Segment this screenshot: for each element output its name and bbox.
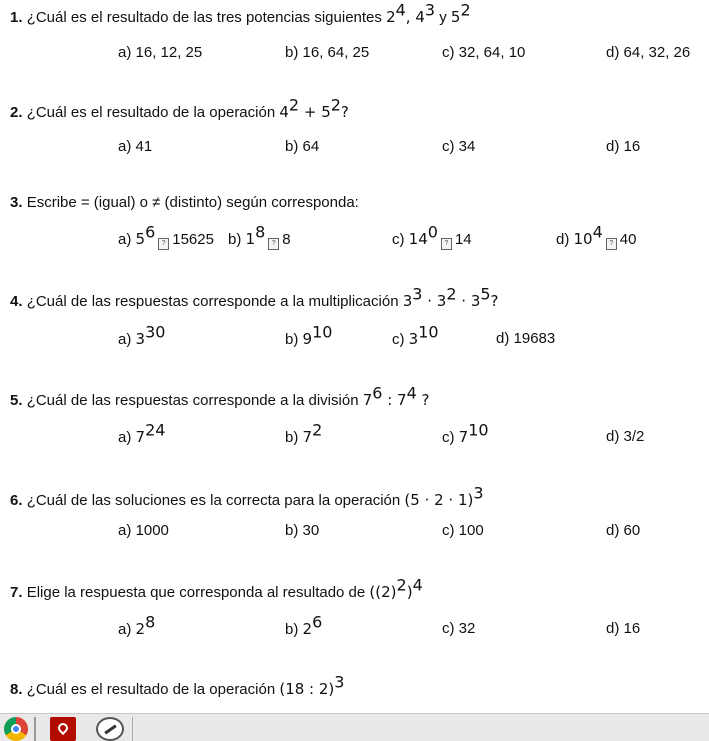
question-4: [10, 284, 499, 310]
option-c: c) 34: [442, 138, 476, 155]
option-b: b) $9^{10}$: [285, 322, 333, 348]
pdf-icon[interactable]: [50, 717, 76, 741]
question-number: 6.: [10, 492, 23, 509]
chrome-icon[interactable]: [4, 717, 28, 741]
question-7: [10, 575, 423, 601]
missing-glyph-icon: ?: [606, 238, 617, 250]
option-a: a) 1000: [118, 522, 169, 539]
question-math: $7^6$ : $7^4$ ?: [362, 383, 430, 409]
question-text: Elige la respuesta que corresponda al resultado de: [26, 584, 366, 601]
missing-glyph-icon: ?: [441, 238, 452, 250]
question-5: [10, 383, 430, 409]
option-c: c) 32, 64, 10: [442, 44, 526, 61]
taskbar-divider: [132, 717, 133, 741]
option-c: c) $14^0$? 14: [392, 222, 472, 248]
question-text: ¿Cuál de las soluciones es la correcta para la operación: [26, 492, 401, 509]
missing-glyph-icon: ?: [158, 238, 169, 250]
question-number: 1.: [10, 9, 23, 26]
pen-icon[interactable]: [96, 717, 124, 741]
option-a: a) $3^{30}$: [118, 322, 166, 348]
question-2: [10, 95, 349, 121]
question-text: ¿Cuál es el resultado de las tres potencias siguientes: [26, 9, 382, 26]
question-1: [10, 0, 471, 26]
question-math: $2^4$, $4^3$ y $5^2$: [386, 0, 471, 26]
option-d: d) 64, 32, 26: [606, 44, 691, 61]
option-c: c) $7^{10}$: [442, 420, 489, 446]
option-d: d) 16: [606, 620, 641, 637]
option-d: d) $10^4$? 40: [556, 222, 637, 248]
question-number: 2.: [10, 104, 23, 121]
question-text: ¿Cuál de las respuestas corresponde a la multiplicación: [26, 293, 399, 310]
option-d: d) 19683: [496, 330, 556, 347]
question-number: 5.: [10, 392, 23, 409]
question-math: $4^2 + 5^2$?: [279, 95, 349, 121]
question-text: ¿Cuál de las respuestas corresponde a la división: [26, 392, 359, 409]
question-math: $(5 \cdot 2 \cdot 1)^3$: [404, 483, 484, 509]
question-text: Escribe = (igual) o ≠ (distinto) según corresponda:: [26, 194, 359, 211]
question-math: $((2)^2)^4$: [369, 575, 423, 601]
question-number: 7.: [10, 584, 23, 601]
option-b: b) $7^2$: [285, 420, 323, 446]
option-a: a) $2^8$: [118, 612, 156, 638]
option-a: a) 16, 12, 25: [118, 44, 203, 61]
question-number: 3.: [10, 194, 23, 211]
question-3: [10, 194, 359, 211]
question-number: 4.: [10, 293, 23, 310]
option-c: c) 100: [442, 522, 484, 539]
question-math: $3^3 \cdot 3^2 \cdot 3^5$?: [402, 284, 499, 310]
taskbar: [0, 713, 709, 741]
option-b: b) 30: [285, 522, 320, 539]
question-number: 8.: [10, 681, 23, 698]
option-c: c) 32: [442, 620, 476, 637]
option-a: a) $7^{24}$: [118, 420, 166, 446]
option-b: b) 16, 64, 25: [285, 44, 370, 61]
taskbar-divider: [34, 717, 36, 741]
question-6: [10, 483, 484, 509]
option-b: b) $1^8$? 8: [228, 222, 291, 248]
question-text: ¿Cuál es el resultado de la operación: [26, 104, 276, 121]
option-b: b) $2^6$: [285, 612, 323, 638]
question-math: (18 : 2)$^3$: [279, 672, 345, 698]
question-text: ¿Cuál es el resultado de la operación: [26, 681, 276, 698]
option-b: b) 64: [285, 138, 320, 155]
missing-glyph-icon: ?: [268, 238, 279, 250]
option-a: a) 41: [118, 138, 153, 155]
option-a: a) $5^6$? 15625: [118, 222, 214, 248]
option-d: d) 60: [606, 522, 641, 539]
question-8: [10, 672, 345, 698]
option-c: c) $3^{10}$: [392, 322, 439, 348]
option-d: d) 3/2: [606, 428, 645, 445]
option-d: d) 16: [606, 138, 641, 155]
